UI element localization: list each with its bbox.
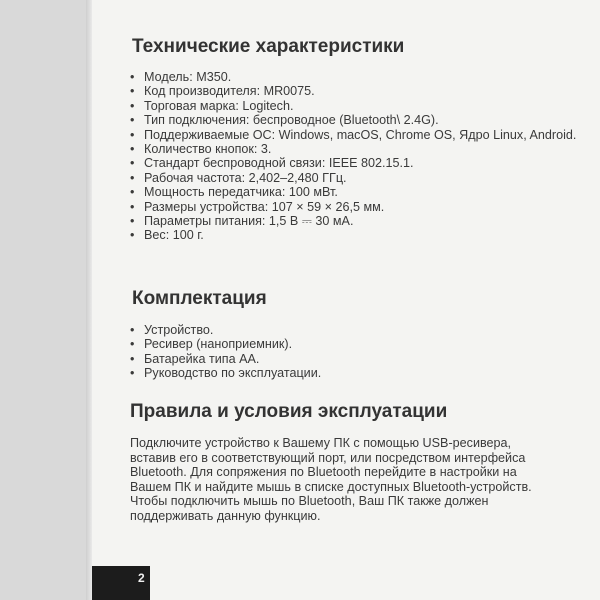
page-number: 2: [138, 571, 145, 585]
rules-heading: Правила и условия эксплуатации: [130, 401, 448, 422]
spec-item-code: • Код производителя: MR0075.: [130, 84, 580, 98]
kit-item-device: • Устройство.: [130, 323, 580, 337]
kit-heading: Комплектация: [132, 288, 267, 309]
spec-item-standard: • Стандарт беспроводной связи: IEEE 802.15.1.: [130, 156, 580, 170]
spec-item-weight: • Вес: 100 г.: [130, 228, 580, 242]
rules-paragraph: Подключите устройство к Вашему ПК с помощью USB-ресивера, вставив его в соответствующий порт, или посредством интерфейса Bluetooth. Для сопряжения по Bluetooth перейдите в настройки на Вашем ПК и найдите мышь в списке доступных Bluetooth-устройств. Чтобы подключить мышь по Bluetooth, Ваш ПК также должен поддерживать данную функцию.: [130, 436, 532, 523]
specs-list: [130, 70, 580, 243]
kit-item-receiver: • Ресивер (наноприемник).: [130, 337, 580, 351]
kit-list: [130, 323, 580, 381]
spec-item-os: • Поддерживаемые ОС: Windows, macOS, Chrome OS, Ядро Linux, Android.: [130, 128, 580, 142]
spec-item-dimensions: • Размеры устройства: 107 × 59 × 26,5 мм.: [130, 200, 580, 214]
kit-item-battery: • Батарейка типа АА.: [130, 352, 580, 366]
spec-item-connection: • Тип подключения: беспроводное (Bluetooth\ 2.4G).: [130, 113, 580, 127]
spec-item-buttons: • Количество кнопок: 3.: [130, 142, 580, 156]
spec-item-frequency: • Рабочая частота: 2,402–2,480 ГГц.: [130, 171, 580, 185]
spec-item-supply: • Параметры питания: 1,5 В ⎓ 30 мА.: [130, 214, 580, 228]
spec-item-power: • Мощность передатчика: 100 мВт.: [130, 185, 580, 199]
spec-item-brand: • Торговая марка: Logitech.: [130, 99, 580, 113]
kit-item-manual: • Руководство по эксплуатации.: [130, 366, 580, 380]
specs-heading: Технические характеристики: [132, 36, 405, 57]
spec-item-model: • Модель: M350.: [130, 70, 580, 84]
document-page: [92, 0, 600, 600]
